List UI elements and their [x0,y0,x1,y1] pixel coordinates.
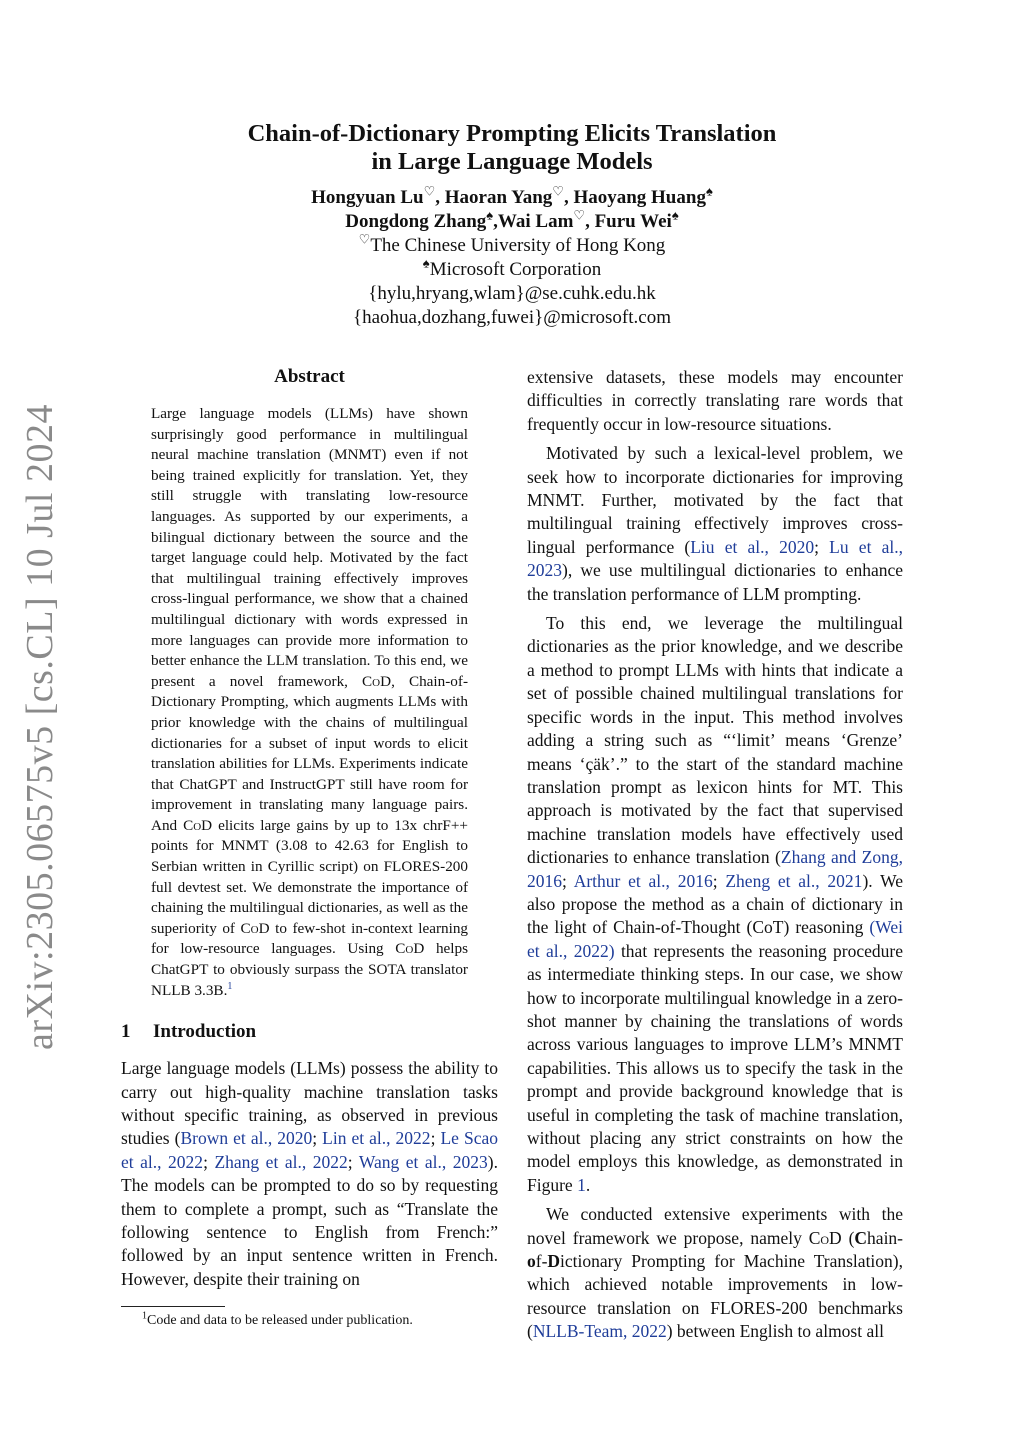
affiliation-symbol: ♡ [573,207,586,223]
email-microsoft: {haohua,dozhang,fuwei}@microsoft.com [352,307,671,328]
method-name: CoD [362,672,392,690]
author-name: Haoyang Huang [573,187,706,208]
author-list [0,183,1024,234]
citation-link[interactable]: Zhang and Zong, 2016 [527,847,903,891]
citation-link[interactable]: Wang et al., 2023 [358,1151,488,1172]
body-paragraph [527,612,903,1197]
section-title: Introduction [153,1021,257,1043]
abstract-text [151,404,468,1001]
citation-link[interactable]: Liu et al., 2020 [690,536,815,557]
text-segment: hain- [867,1227,904,1248]
body-paragraph: extensive datasets, these models may encounter difficulties in correctly translating rare words that frequently occur in low-resource situations. [527,367,903,434]
citation-link[interactable]: (Wei et al., 2022) [527,917,903,961]
text-segment: We conducted extensive experiments with the novel framework we propose, namely [527,1204,903,1248]
affiliation-symbol: ♠ [422,255,430,271]
citation-link[interactable]: Lu et al., 2023 [527,536,903,581]
footnote-mark: 1 [142,1310,147,1322]
intro-paragraph [121,1057,498,1291]
text-segment: ; [712,870,726,891]
section-heading-introduction [121,1021,498,1043]
body-paragraph [527,1203,903,1343]
citation-link[interactable]: NLLB-Team, 2022 [532,1321,667,1342]
text-segment: ; [347,1151,359,1172]
affiliation-symbol: ♡ [423,183,436,199]
author-separator: , [563,187,574,208]
text-segment: f- [535,1251,548,1272]
affiliation-symbol: ♡ [552,183,564,199]
author-name: Furu Wei [594,211,672,232]
affiliation-symbol: ♠ [486,207,494,223]
citation-link[interactable]: Zheng et al., 2021 [725,870,863,891]
method-name: CoD [808,1227,842,1248]
text-segment: ; [203,1151,215,1172]
abstract-segment: , Chain-of-Dictionary Prompting, which augments LLMs with prior knowledge with the chains of multilingual dictionaries for a subset of input words to elicit translation abilities for LLMs. Experiments indicate that ChatGPT and InstructGPT still have room for improvement in translating many language pairs. And [151,672,469,834]
text-segment: ). The models can be prompted to do so by requesting them to complete a prompt, such as “Translate the following sentence to English from French:” followed by an input sentence written in French. However, despite their training on [121,1151,498,1289]
affiliation-symbol: ♡ [358,231,371,247]
section-number: 1 [121,1021,131,1043]
citation-link[interactable]: Arthur et al., 2016 [573,870,713,891]
abstract-segment: elicits large gains by up to 13x chrF++ points for MNMT (3.08 to 42.63 for English to Serbian written in Cyrillic script) on FLORES-200 full devtest set. We demonstrate the importance of chaining the multilingual dictionaries, as well as the superiority of [151,816,468,937]
author-separator: , [493,211,498,232]
author-name: Haoran Yang [444,187,553,208]
citation-link[interactable]: Lin et al., 2022 [322,1128,431,1149]
figure-link[interactable]: 1 [577,1174,586,1195]
author-separator: , [585,211,595,232]
method-name: CoD [183,816,213,834]
author-name: Hongyuan Lu [311,187,424,208]
affiliation-name: The Chinese University of Hong Kong [370,235,666,256]
abstract-segment: Large language models (LLMs) have shown surprisingly good performance in multilingual neural machine translation (MNMT) even if not being trained explicitly for translation. Yet, they still struggle with translating low-resource languages. As supported by our experiments, a bilingual dictionary between the source and the target language could help. Motivated by the fact that multilingual training effectively improves cross-lingual performance, we show that a chained multilingual dictionary with words expressed in more languages can provide more information to better enhance the LLM translation. To this end, we present a novel framework, [151,405,468,690]
right-column [527,366,903,1344]
footnote [142,1312,413,1330]
title-line-2: in Large Language Models [371,148,653,175]
abstract-segment: to few-shot in-context learning for low-resource languages. Using [151,919,469,958]
author-name: Dongdong Zhang [345,211,487,232]
method-name: CoD [395,940,425,958]
citation-link[interactable]: Le Scao et al., 2022 [121,1128,498,1172]
title-block [0,120,1024,330]
text-segment: . [585,1174,591,1195]
authors-line-1 [0,183,1024,210]
text-segment: ) between English to almost all [666,1321,884,1342]
author-separator: , [435,187,445,208]
text-segment: ictionary Prompting for Machine Translation), which achieved notable improvements in low-resource translation on FLORES-200 benchmarks ( [527,1251,903,1342]
acronym-letter: D [547,1251,561,1272]
affiliation-symbol: ♠ [705,183,713,199]
text-segment: ; [562,870,574,891]
affiliation-cuhk [0,231,1024,258]
email-cuhk: {hylu,hryang,wlam}@se.cuhk.edu.hk [368,283,656,304]
left-column [121,362,498,1291]
text-segment: ). We also propose the method as a chain of dictionary in the light of Chain-of-Thought (CoT) reasoning [527,870,903,938]
text-segment: ; [814,536,830,557]
citation-link[interactable]: Brown et al., 2020 [180,1128,313,1149]
acronym-letter: C [854,1227,868,1248]
body-paragraph [527,442,903,606]
affiliation-name: Microsoft Corporation [429,259,602,280]
text-segment: ), we use multilingual dictionaries to enhance the translation performance of LLM prompting. [527,560,903,604]
affiliation-microsoft [0,255,1024,282]
method-name: CoD [240,919,270,937]
text-segment: Motivated by such a lexical-level problem, we seek how to incorporate dictionaries for improving MNMT. Further, motivated by the fact that multilingual training effectively improves cross-lingual performance ( [527,443,903,557]
author-name: Wai Lam [497,211,574,232]
arxiv-identifier: arXiv:2305.06575v5 [cs.CL] 10 Jul 2024 [19,404,61,1050]
footnote-divider [121,1306,225,1307]
title-line-1: Chain-of-Dictionary Prompting Elicits Translation [247,120,777,147]
acronym-letter: o [527,1251,536,1272]
abstract-segment: helps ChatGPT to obviously surpass the SOTA translator NLLB 3.3B. [151,940,469,999]
footnote-link[interactable]: 1 [227,980,233,992]
text-segment: ; [312,1128,323,1149]
footnote-text: Code and data to be released under publication. [147,1313,413,1328]
citation-link[interactable]: Zhang et al., 2022 [214,1151,348,1172]
abstract-heading: Abstract [274,366,345,387]
text-segment: Large language models (LLMs) possess the ability to carry out high-quality machine translation tasks without specific training, as observed in previous studies ( [121,1058,498,1149]
text-segment: ( [841,1227,855,1248]
text-segment: To this end, we leverage the multilingual dictionaries as the prior knowledge, and we describe a method to prompt LLMs with hints that indicate a set of possible chained multilingual translations for specific words in the input. This method involves adding a string such as “‘limit’ means ‘Grenze’ means ‘çäk’.” to the start of the standard machine translation prompt as lexicon hints for MT. This approach is motivated by the fact that supervised machine translation models have effectively used dictionaries to enhance translation ( [527,613,903,868]
text-segment: ; [430,1128,441,1149]
authors-line-2 [0,207,1024,234]
paper-title [0,120,1024,176]
text-segment: that represents the reasoning procedure as intermediate thinking steps. In our case, we show how to incorporate multilingual knowledge in a zero-shot manner by chaining the translations of words across various languages to improve LLM’s MNMT capabilities. This allows us to specify the task in the prompt and provide background knowledge that is useful in completing the task of machine translation, without placing any strict constraints on how the model employs this knowledge, as demonstrated in Figure [527,940,903,1195]
affiliation-symbol: ♠ [671,207,679,223]
